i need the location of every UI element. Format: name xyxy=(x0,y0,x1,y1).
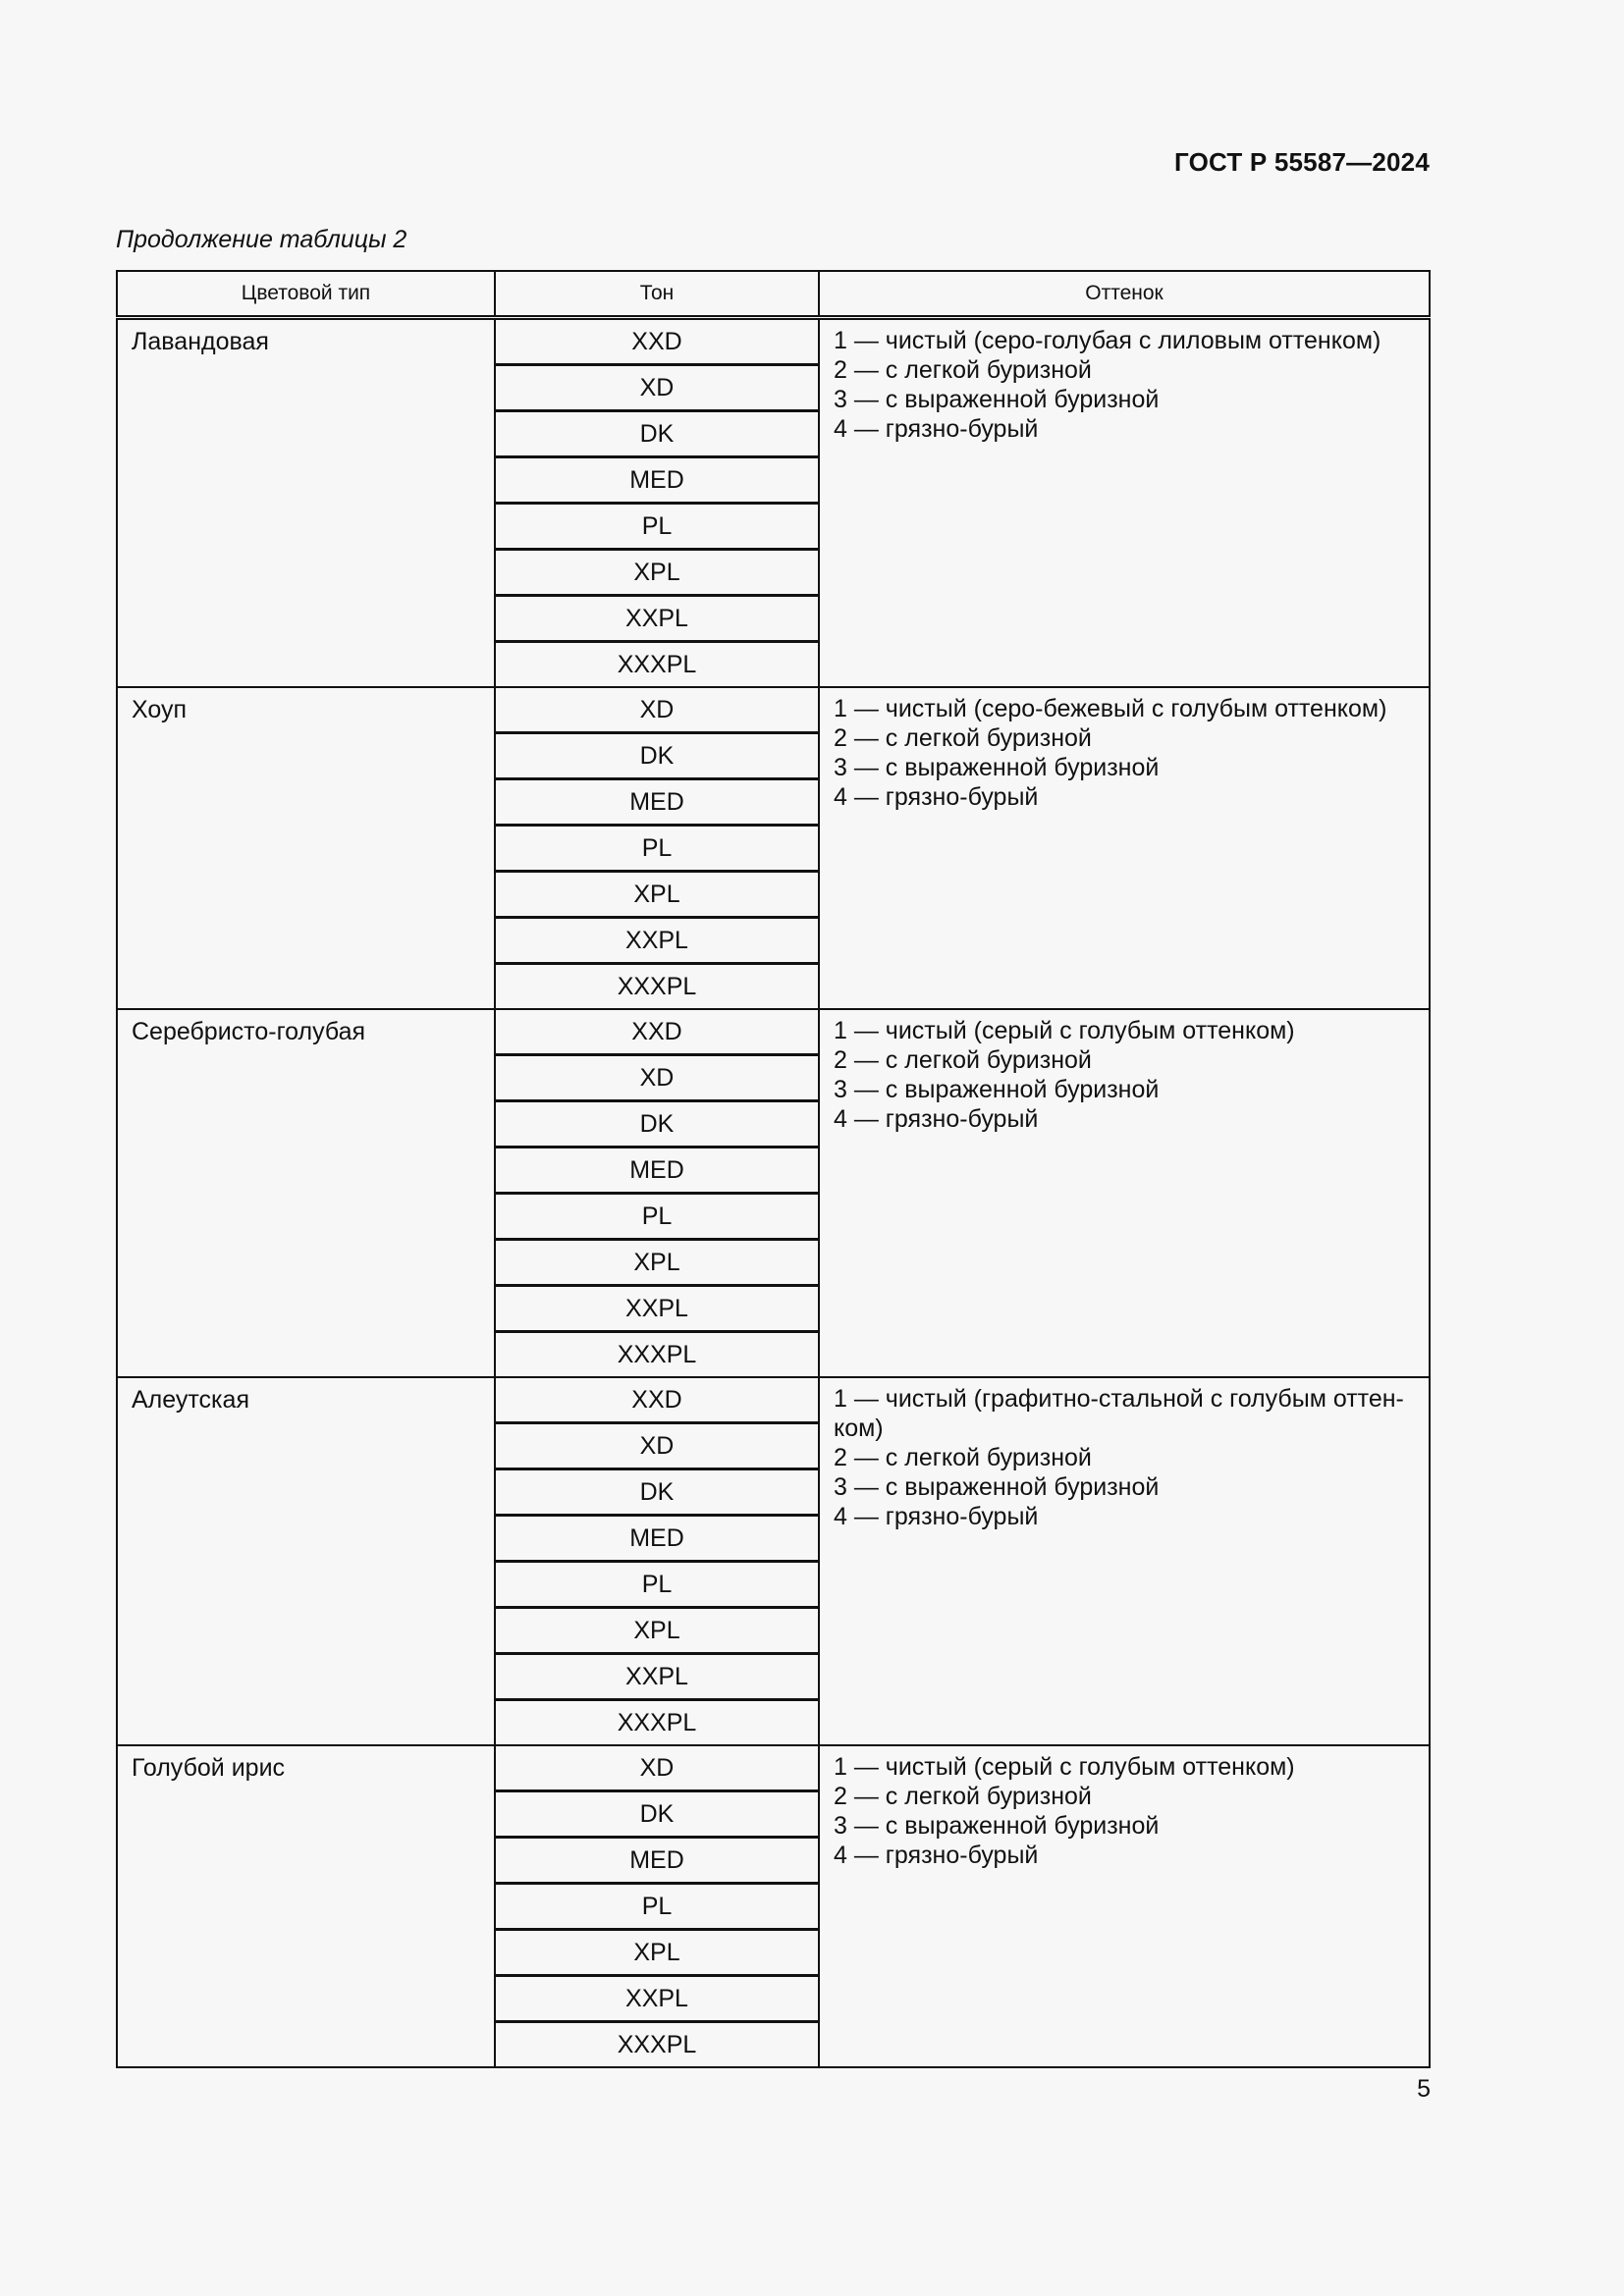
shade-line: 2 — с легкой буризной xyxy=(834,356,1092,384)
shade-line: 1 — чистый (серый с голубым оттенком) xyxy=(834,1753,1295,1781)
shade-line: 2 — с легкой буризной xyxy=(834,1783,1092,1810)
shade-cell xyxy=(819,1377,1430,1745)
tone-cell xyxy=(495,318,819,688)
tone-item: PL xyxy=(496,505,818,551)
shade-line: 2 — с легкой буризной xyxy=(834,724,1092,752)
color-type-table xyxy=(116,270,1431,2068)
tone-item: PL xyxy=(496,1195,818,1241)
tone-list xyxy=(496,320,818,686)
tone-list xyxy=(496,688,818,1008)
color-type-cell: Серебристо-голубая xyxy=(117,1009,495,1377)
table-caption: Продолжение таблицы 2 xyxy=(116,226,407,253)
color-type-cell: Голубой ирис xyxy=(117,1745,495,2067)
shade-line: 2 — с легкой буризной xyxy=(834,1046,1092,1074)
tone-item: XXD xyxy=(496,320,818,366)
tone-item: XD xyxy=(496,688,818,734)
tone-item: DK xyxy=(496,1470,818,1517)
tone-cell xyxy=(495,1009,819,1377)
table-row xyxy=(117,1009,1430,1377)
tone-list xyxy=(496,1378,818,1744)
shade-line: 1 — чистый (серый с голубым оттенком) xyxy=(834,1017,1295,1044)
tone-item: MED xyxy=(496,1517,818,1563)
tone-item: XXPL xyxy=(496,597,818,643)
table-row xyxy=(117,687,1430,1009)
tone-item: XPL xyxy=(496,551,818,597)
tone-item: XD xyxy=(496,1746,818,1792)
tone-item: XXD xyxy=(496,1010,818,1056)
tone-cell xyxy=(495,1377,819,1745)
document-id: ГОСТ Р 55587—2024 xyxy=(1174,147,1430,177)
shade-line: 3 — с выраженной буризной xyxy=(834,386,1160,413)
shade-cell xyxy=(819,1745,1430,2067)
tone-item: MED xyxy=(496,1839,818,1885)
shade-line: ком) xyxy=(834,1415,884,1442)
tone-item: DK xyxy=(496,412,818,458)
tone-item: XXXPL xyxy=(617,973,697,1000)
table-header-row xyxy=(117,271,1430,318)
tone-cell xyxy=(495,687,819,1009)
tone-item: MED xyxy=(496,1148,818,1195)
tone-item: XXPL xyxy=(496,919,818,965)
shade-line: 3 — с выраженной буризной xyxy=(834,754,1160,781)
column-header-tone: Тон xyxy=(495,271,819,318)
tone-item: XD xyxy=(496,1424,818,1470)
shade-line: 4 — грязно-бурый xyxy=(834,1105,1039,1133)
tone-item: PL xyxy=(496,1885,818,1931)
tone-list xyxy=(496,1010,818,1376)
tone-cell xyxy=(495,1745,819,2067)
tone-item: XXXPL xyxy=(617,1341,697,1368)
shade-line: 1 — чистый (графитно-стальной с голубым оттен- xyxy=(834,1385,1404,1413)
tone-item: XXPL xyxy=(496,1977,818,2023)
tone-item: XPL xyxy=(496,873,818,919)
shade-line: 3 — с выраженной буризной xyxy=(834,1473,1160,1501)
shade-line: 4 — грязно-бурый xyxy=(834,1842,1039,1869)
tone-item: XXXPL xyxy=(617,2031,697,2058)
tone-item: DK xyxy=(496,1792,818,1839)
color-type-cell: Алеутская xyxy=(117,1377,495,1745)
shade-cell xyxy=(819,687,1430,1009)
table-body xyxy=(117,318,1430,2068)
shade-cell xyxy=(819,318,1430,688)
shade-line: 4 — грязно-бурый xyxy=(834,415,1039,443)
shade-line: 3 — с выраженной буризной xyxy=(834,1812,1160,1840)
tone-item: XPL xyxy=(496,1241,818,1287)
shade-line: 1 — чистый (серо-голубая с лиловым оттенком) xyxy=(834,327,1381,354)
color-type-cell: Хоуп xyxy=(117,687,495,1009)
shade-line: 4 — грязно-бурый xyxy=(834,783,1039,811)
tone-item: XXXPL xyxy=(617,1709,697,1736)
shade-line: 4 — грязно-бурый xyxy=(834,1503,1039,1530)
page-number: 5 xyxy=(1417,2075,1431,2103)
color-type-cell: Лавандовая xyxy=(117,318,495,688)
tone-item: XXPL xyxy=(496,1287,818,1333)
tone-item: MED xyxy=(496,780,818,827)
shade-line: 3 — с выраженной буризной xyxy=(834,1076,1160,1103)
tone-item: XD xyxy=(496,1056,818,1102)
tone-item: PL xyxy=(496,827,818,873)
column-header-color-type: Цветовой тип xyxy=(117,271,495,318)
column-header-shade: Оттенок xyxy=(819,271,1430,318)
tone-item: XPL xyxy=(496,1931,818,1977)
tone-list xyxy=(496,1746,818,2066)
tone-item: XXD xyxy=(496,1378,818,1424)
tone-item: XPL xyxy=(496,1609,818,1655)
tone-item: MED xyxy=(496,458,818,505)
tone-item: XD xyxy=(496,366,818,412)
tone-item: DK xyxy=(496,1102,818,1148)
shade-cell xyxy=(819,1009,1430,1377)
tone-item: XXPL xyxy=(496,1655,818,1701)
tone-item: DK xyxy=(496,734,818,780)
shade-line: 1 — чистый (серо-бежевый с голубым оттенком) xyxy=(834,695,1387,722)
tone-item: XXXPL xyxy=(617,651,697,678)
tone-item: PL xyxy=(496,1563,818,1609)
shade-line: 2 — с легкой буризной xyxy=(834,1444,1092,1471)
table-row xyxy=(117,1745,1430,2067)
table-row xyxy=(117,318,1430,688)
table-row xyxy=(117,1377,1430,1745)
